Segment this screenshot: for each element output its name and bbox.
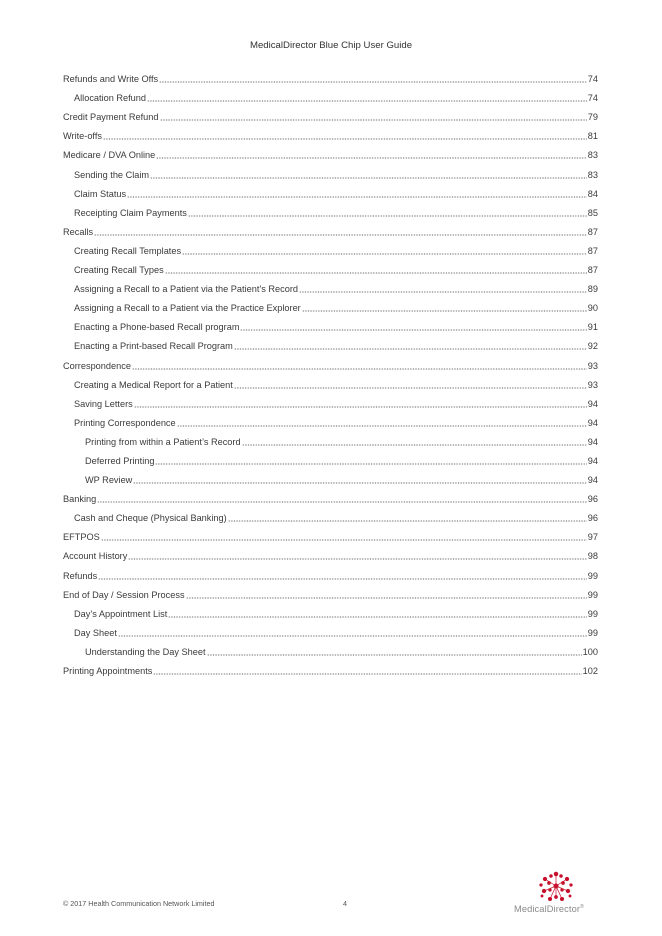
toc-entry-page: 93 xyxy=(587,360,598,371)
toc-entry-title: Day’s Appointment List xyxy=(74,608,168,619)
toc-dot-leader xyxy=(165,265,587,274)
toc-entry[interactable] xyxy=(63,333,598,352)
toc-entry[interactable] xyxy=(63,142,598,161)
toc-entry-title: Day Sheet xyxy=(74,627,117,638)
medicaldirector-logo xyxy=(514,870,604,918)
toc-entry-page: 74 xyxy=(587,74,598,85)
toc-entry-title: Deferred Printing xyxy=(85,455,155,466)
toc-dot-leader xyxy=(134,399,587,408)
toc-entry[interactable] xyxy=(63,391,598,410)
toc-entry-page: 87 xyxy=(587,245,598,256)
toc-entry[interactable] xyxy=(63,352,598,371)
toc-entry-page: 92 xyxy=(587,341,598,352)
toc-entry-title: Banking xyxy=(63,494,97,505)
toc-entry-page: 89 xyxy=(587,284,598,295)
toc-entry-title: Refunds and Write Offs xyxy=(63,74,159,85)
toc-entry-page: 90 xyxy=(587,303,598,314)
toc-entry-page: 94 xyxy=(587,475,598,486)
toc-dot-leader xyxy=(188,208,587,217)
toc-entry[interactable] xyxy=(63,200,598,219)
toc-dot-leader xyxy=(240,322,586,331)
toc-dot-leader xyxy=(103,131,587,140)
toc-entry[interactable] xyxy=(63,601,598,620)
toc-entry-page: 91 xyxy=(587,322,598,333)
toc-entry-page: 94 xyxy=(587,417,598,428)
toc-entry-title: Credit Payment Refund xyxy=(63,112,159,123)
toc-entry[interactable] xyxy=(63,486,598,505)
toc-entry-title: Allocation Refund xyxy=(74,93,147,104)
toc-dot-leader xyxy=(234,380,587,389)
toc-entry-page: 94 xyxy=(587,436,598,447)
toc-entry-page: 99 xyxy=(587,608,598,619)
toc-entry-page: 87 xyxy=(587,265,598,276)
toc-entry[interactable] xyxy=(63,181,598,200)
toc-dot-leader xyxy=(207,647,582,656)
toc-entry-title: End of Day / Session Process xyxy=(63,589,185,600)
toc-dot-leader xyxy=(177,418,587,427)
toc-entry-title: Claim Status xyxy=(74,188,127,199)
toc-entry-page: 99 xyxy=(587,589,598,600)
toc-entry[interactable] xyxy=(63,66,598,85)
toc-entry-title: Enacting a Phone-based Recall program xyxy=(74,322,240,333)
toc-entry[interactable] xyxy=(63,410,598,429)
toc-entry-title: EFTPOS xyxy=(63,532,100,543)
toc-entry[interactable] xyxy=(63,639,598,658)
toc-entry-title: Recalls xyxy=(63,226,94,237)
toc-dot-leader xyxy=(234,341,587,350)
toc-entry-title: Medicare / DVA Online xyxy=(63,150,156,161)
toc-dot-leader xyxy=(94,227,587,236)
toc-entry[interactable] xyxy=(63,219,598,238)
toc-entry-title: Correspondence xyxy=(63,360,131,371)
toc-dot-leader xyxy=(182,246,587,255)
toc-entry-title: Write-offs xyxy=(63,131,102,142)
toc-entry-page: 102 xyxy=(582,666,598,676)
table-of-contents xyxy=(63,66,598,677)
toc-entry-title: Creating Recall Templates xyxy=(74,245,182,256)
toc-dot-leader xyxy=(150,170,587,179)
toc-entry-title: Creating a Medical Report for a Patient xyxy=(74,379,233,390)
toc-entry[interactable] xyxy=(63,582,598,601)
toc-entry[interactable] xyxy=(63,562,598,581)
toc-entry-title: Assigning a Recall to a Patient via the Practice Explorer xyxy=(74,303,301,314)
toc-entry-title: Account History xyxy=(63,551,128,562)
toc-entry-title: Receipting Claim Payments xyxy=(74,207,187,218)
toc-dot-leader xyxy=(159,74,587,83)
toc-entry[interactable] xyxy=(63,658,598,677)
toc-entry[interactable] xyxy=(63,295,598,314)
toc-entry[interactable] xyxy=(63,257,598,276)
toc-entry-title: Refunds xyxy=(63,570,98,581)
toc-dot-leader xyxy=(242,437,587,446)
toc-entry[interactable] xyxy=(63,448,598,467)
toc-entry[interactable] xyxy=(63,104,598,123)
toc-dot-leader xyxy=(147,93,587,102)
footer-page-number: 4 xyxy=(343,899,347,908)
toc-entry-page: 93 xyxy=(587,379,598,390)
toc-entry-page: 96 xyxy=(587,494,598,505)
toc-entry-page: 83 xyxy=(587,169,598,180)
toc-dot-leader xyxy=(127,189,587,198)
toc-dot-leader xyxy=(155,456,586,465)
toc-entry-page: 97 xyxy=(587,532,598,543)
toc-entry-title: Printing Correspondence xyxy=(74,417,176,428)
toc-dot-leader xyxy=(186,590,587,599)
toc-entry-title: Creating Recall Types xyxy=(74,265,164,276)
toc-entry-title: Enacting a Print-based Recall Program xyxy=(74,341,233,352)
toc-entry[interactable] xyxy=(63,372,598,391)
logo-mark-icon xyxy=(538,870,574,902)
toc-entry-page: 99 xyxy=(587,627,598,638)
toc-entry[interactable] xyxy=(63,85,598,104)
toc-dot-leader xyxy=(168,609,586,618)
logo-registered-mark: ® xyxy=(580,904,584,910)
toc-dot-leader xyxy=(98,571,587,580)
toc-entry[interactable] xyxy=(63,505,598,524)
toc-entry-page: 79 xyxy=(587,112,598,123)
toc-dot-leader xyxy=(153,666,581,675)
toc-dot-leader xyxy=(133,475,586,484)
toc-entry-page: 81 xyxy=(587,131,598,142)
toc-entry[interactable] xyxy=(63,543,598,562)
toc-entry-page: 94 xyxy=(587,455,598,466)
toc-entry-page: 74 xyxy=(587,93,598,104)
toc-entry-title: Saving Letters xyxy=(74,398,133,409)
toc-entry-title: Understanding the Day Sheet xyxy=(85,646,206,657)
page-header-title: MedicalDirector Blue Chip User Guide xyxy=(249,40,413,51)
toc-entry-title: Assigning a Recall to a Patient via the Patient’s Record xyxy=(74,284,299,295)
logo-text xyxy=(514,904,584,914)
toc-entry[interactable] xyxy=(63,276,598,295)
toc-entry-page: 87 xyxy=(587,226,598,237)
toc-entry[interactable] xyxy=(63,238,598,257)
toc-dot-leader xyxy=(302,303,587,312)
logo-wordmark: MedicalDirector xyxy=(514,904,581,915)
toc-dot-leader xyxy=(128,551,586,560)
toc-entry-page: 96 xyxy=(587,513,598,524)
toc-entry-title: WP Review xyxy=(85,475,133,486)
toc-entry[interactable] xyxy=(63,429,598,448)
toc-entry-page: 84 xyxy=(587,188,598,199)
toc-entry[interactable] xyxy=(63,467,598,486)
toc-entry[interactable] xyxy=(63,161,598,180)
toc-dot-leader xyxy=(299,284,587,293)
toc-entry-title: Printing from within a Patient’s Record xyxy=(85,436,241,447)
toc-entry-page: 83 xyxy=(587,150,598,161)
toc-entry-page: 100 xyxy=(582,646,598,657)
toc-entry[interactable] xyxy=(63,123,598,142)
toc-entry-title: Sending the Claim xyxy=(74,169,150,180)
toc-entry-page: 85 xyxy=(587,207,598,218)
toc-entry-page: 99 xyxy=(587,570,598,581)
toc-dot-leader xyxy=(132,361,587,370)
toc-entry[interactable] xyxy=(63,620,598,639)
toc-dot-leader xyxy=(156,150,587,159)
toc-dot-leader xyxy=(160,112,587,121)
toc-entry-title: Cash and Cheque (Physical Banking) xyxy=(74,513,227,524)
toc-dot-leader xyxy=(118,628,587,637)
toc-entry[interactable] xyxy=(63,314,598,333)
footer-copyright: © 2017 Health Communication Network Limited xyxy=(63,899,215,908)
toc-dot-leader xyxy=(97,494,587,503)
toc-entry[interactable] xyxy=(63,524,598,543)
toc-entry-title: Printing Appointments xyxy=(63,666,153,676)
toc-entry-page: 94 xyxy=(587,398,598,409)
toc-entry-page: 98 xyxy=(587,551,598,562)
toc-dot-leader xyxy=(101,532,587,541)
toc-dot-leader xyxy=(228,513,587,522)
